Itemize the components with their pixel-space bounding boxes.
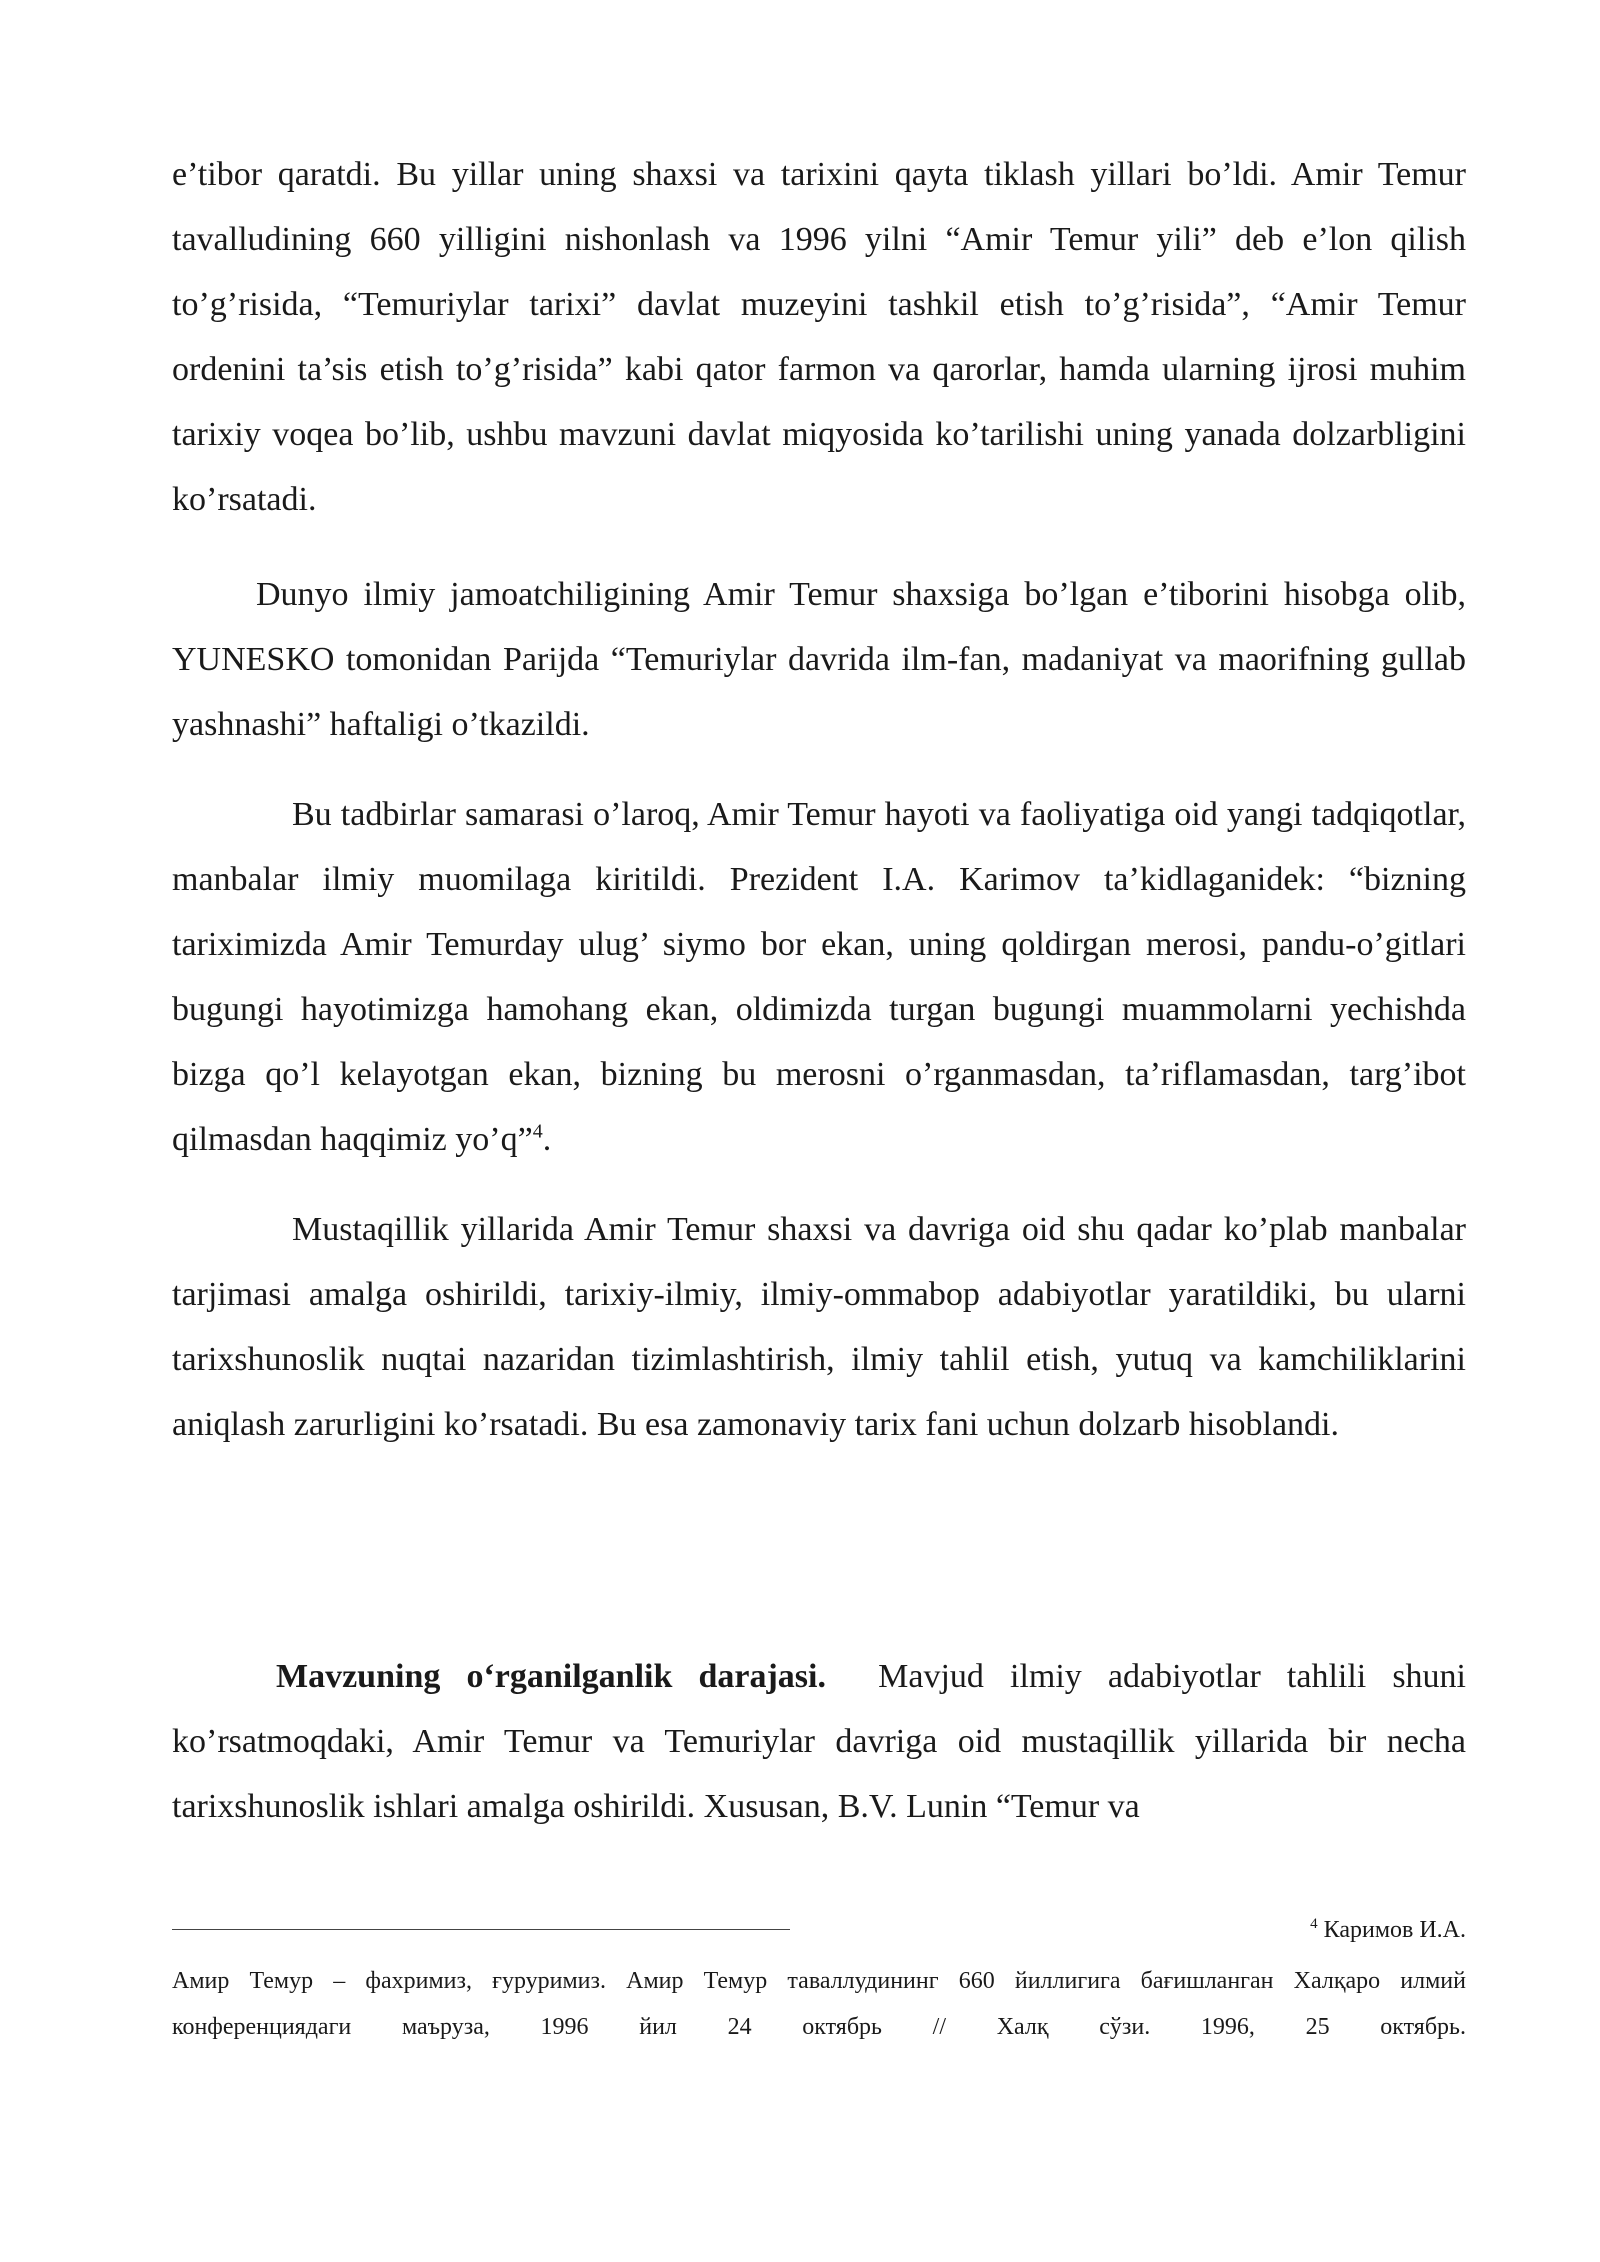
paragraph-3 [172, 782, 1466, 1172]
footnote-separator [172, 1929, 790, 1930]
footnote-number: 4 [1310, 1916, 1318, 1932]
paragraph-1 [172, 142, 1466, 532]
footnote-author-name: Каримов И.А. [1323, 1917, 1466, 1943]
footnote-author [1310, 1910, 1466, 1950]
paragraph-1-text: e’tibor qaratdi. Bu yillar uning shaxsi va tarixini qayta tiklash yillari bo’ldi. Amir Temur tavalludining 660 yilligini nishonlash va 1996 yilni “Amir Temur yili” deb e’lon qilish to’g’risida, “Temuriylar tarixi” davlat muzeyini tashkil etish to’g’risida”, “Amir Temur ordenini ta’sis etish to’g’risida” kabi qator farmon va qarorlar, hamda ularning ijrosi muhim tarixiy voqea bo’lib, ushbu mavzuni davlat miqyosida ko’tarilishi uning yanada dolzarbligini ko’rsatadi. [172, 156, 1466, 518]
paragraph-5 [172, 1644, 1466, 1839]
paragraph-5-text: Mavjud ilmiy adabiyotlar tahlili shuni ko’rsatmoqdaki, Amir Temur va Temuriylar davriga oid mustaqillik yillarida bir necha tarixshunoslik ishlari amalga oshirildi. Xususan, B.V. Lunin “Temur va [172, 1658, 1467, 1825]
paragraph-2 [172, 562, 1466, 757]
footnote-reference[interactable]: 4 [532, 1120, 543, 1143]
paragraph-3-end: . [542, 1121, 552, 1158]
footnote-text: Амир Темур – фахримиз, ғуруримиз. Амир Темур таваллудининг 660 йиллигига бағишланган Халқаро илмий конференциядаги маъруза, 1996 йил 24 октябрь // Халқ сўзи. 1996, 25 октябрь. [172, 1968, 1466, 2040]
paragraph-2-text: Dunyo ilmiy jamoatchiligining Amir Temur shaxsiga bo’lgan e’tiborini hisobga olib, YUNESKO tomonidan Parijda “Temuriylar davrida ilm-fan, madaniyat va maorifning gullab yashnashi” haftaligi o’tkazildi. [172, 576, 1466, 743]
section-heading: Mavzuning o‘rganilganlik darajasi. [276, 1658, 826, 1695]
paragraph-3-text: Bu tadbirlar samarasi o’laroq, Amir Temur hayoti va faoliyatiga oid yangi tadqiqotlar, manbalar ilmiy muomilaga kiritildi. Prezident I.A. Karimov ta’kidlaganidek: “bizning tariximizda Amir Temurday ulug’ siymo bor ekan, uning qoldirgan merosi, pandu-o’gitlari bugungi hayotimizga hamohang ekan, oldimizda turgan bugungi muammolarni yechishda bizga qo’l kelayotgan ekan, bizning bu merosni o’rganmasdan, ta’riflamasdan, targ’ibot qilmasdan haqqimiz yo’q” [172, 796, 1466, 1158]
paragraph-4-text: Mustaqillik yillarida Amir Temur shaxsi va davriga oid shu qadar ko’plab manbalar tarjimasi amalga oshirildi, tarixiy-ilmiy, ilmiy-ommabop adabiyotlar yaratildiki, bu ularni tarixshunoslik nuqtai nazaridan tizimlashtirish, ilmiy tahlil etish, yutuq va kamchiliklarini aniqlash zarurligini ko’rsatadi. Bu esa zamonaviy tarix fani uchun dolzarb hisoblandi. [172, 1211, 1466, 1443]
paragraph-4 [172, 1197, 1466, 1457]
